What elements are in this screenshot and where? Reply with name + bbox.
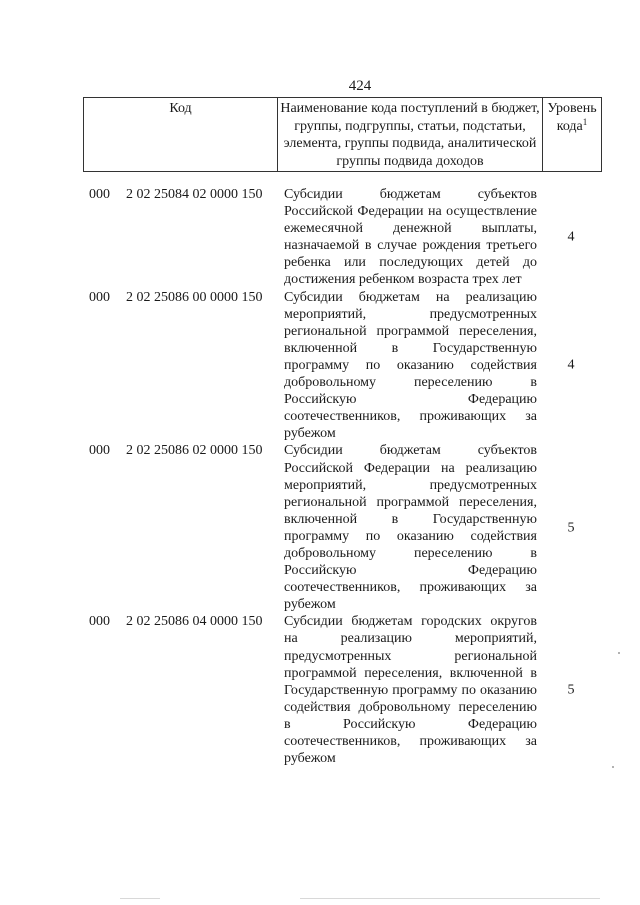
scan-speck (618, 652, 620, 654)
column-header-name: Наименование кода поступлений в бюджет, группы, подгруппы, статьи, подстатьи, элемента, группы подвида, аналитической группы подвида доходов (278, 98, 543, 172)
entry-code: 2 02 25084 02 0000 150 (126, 187, 263, 202)
column-header-level (543, 98, 602, 172)
entry-code: 2 02 25086 02 0000 150 (126, 443, 263, 459)
entry-prefix: 000 (89, 443, 110, 459)
entry-level: 4 (567, 229, 575, 245)
entry-code: 2 02 25086 00 0000 150 (126, 289, 263, 305)
entry-description: Субсидии бюджетам городских округов на реализацию мероприятий, предусмотренных региональной программой переселения, включенной в Государственную программу по оказанию содействия добровольному переселению в Российскую Федерацию соотечественников, проживающих за рубежом (284, 614, 537, 767)
entry-description: Субсидии бюджетам субъектов Российской Федерации на осуществление ежемесячной денежной выплаты, назначаемой в случае рождения третьего ребенка или последующих детей до достижения ребенком возраста трех лет (284, 187, 537, 288)
entries-list (0, 186, 640, 767)
column-header-code: Код (84, 98, 278, 172)
entry-prefix: 000 (89, 614, 110, 630)
page-number: 424 (348, 78, 372, 94)
entry-level: 5 (567, 520, 575, 536)
column-header-level-label: Уровень кода (547, 101, 597, 134)
entry-row (0, 186, 640, 289)
scan-speck (612, 766, 614, 768)
table-header (83, 97, 602, 172)
entry-description: Субсидии бюджетам на реализацию мероприятий, предусмотренных региональной программой переселения, включенной в Государственную программу по оказанию содействия добровольному переселению в Российскую Федерацию соотечественников, проживающих за рубежом (284, 289, 537, 442)
entry-prefix: 000 (89, 289, 110, 305)
footnote-marker: 1 (582, 116, 588, 127)
table-header-row (84, 98, 602, 172)
scan-artifact-line (120, 898, 160, 899)
entry-row (0, 442, 640, 613)
entry-row (0, 613, 640, 767)
entry-level: 4 (567, 357, 575, 373)
entry-code: 2 02 25086 04 0000 150 (126, 614, 263, 630)
entry-description: Субсидии бюджетам субъектов Российской Федерации на реализацию мероприятий, предусмотренных региональной программой переселения, включенной в Государственную программу по оказанию содействия добровольному переселению в Российскую Федерацию соотечественников, проживающих за рубежом (284, 443, 537, 613)
entry-row (0, 289, 640, 443)
entry-level: 5 (567, 682, 575, 698)
entry-prefix: 000 (89, 187, 110, 202)
scan-artifact-line (300, 898, 600, 899)
